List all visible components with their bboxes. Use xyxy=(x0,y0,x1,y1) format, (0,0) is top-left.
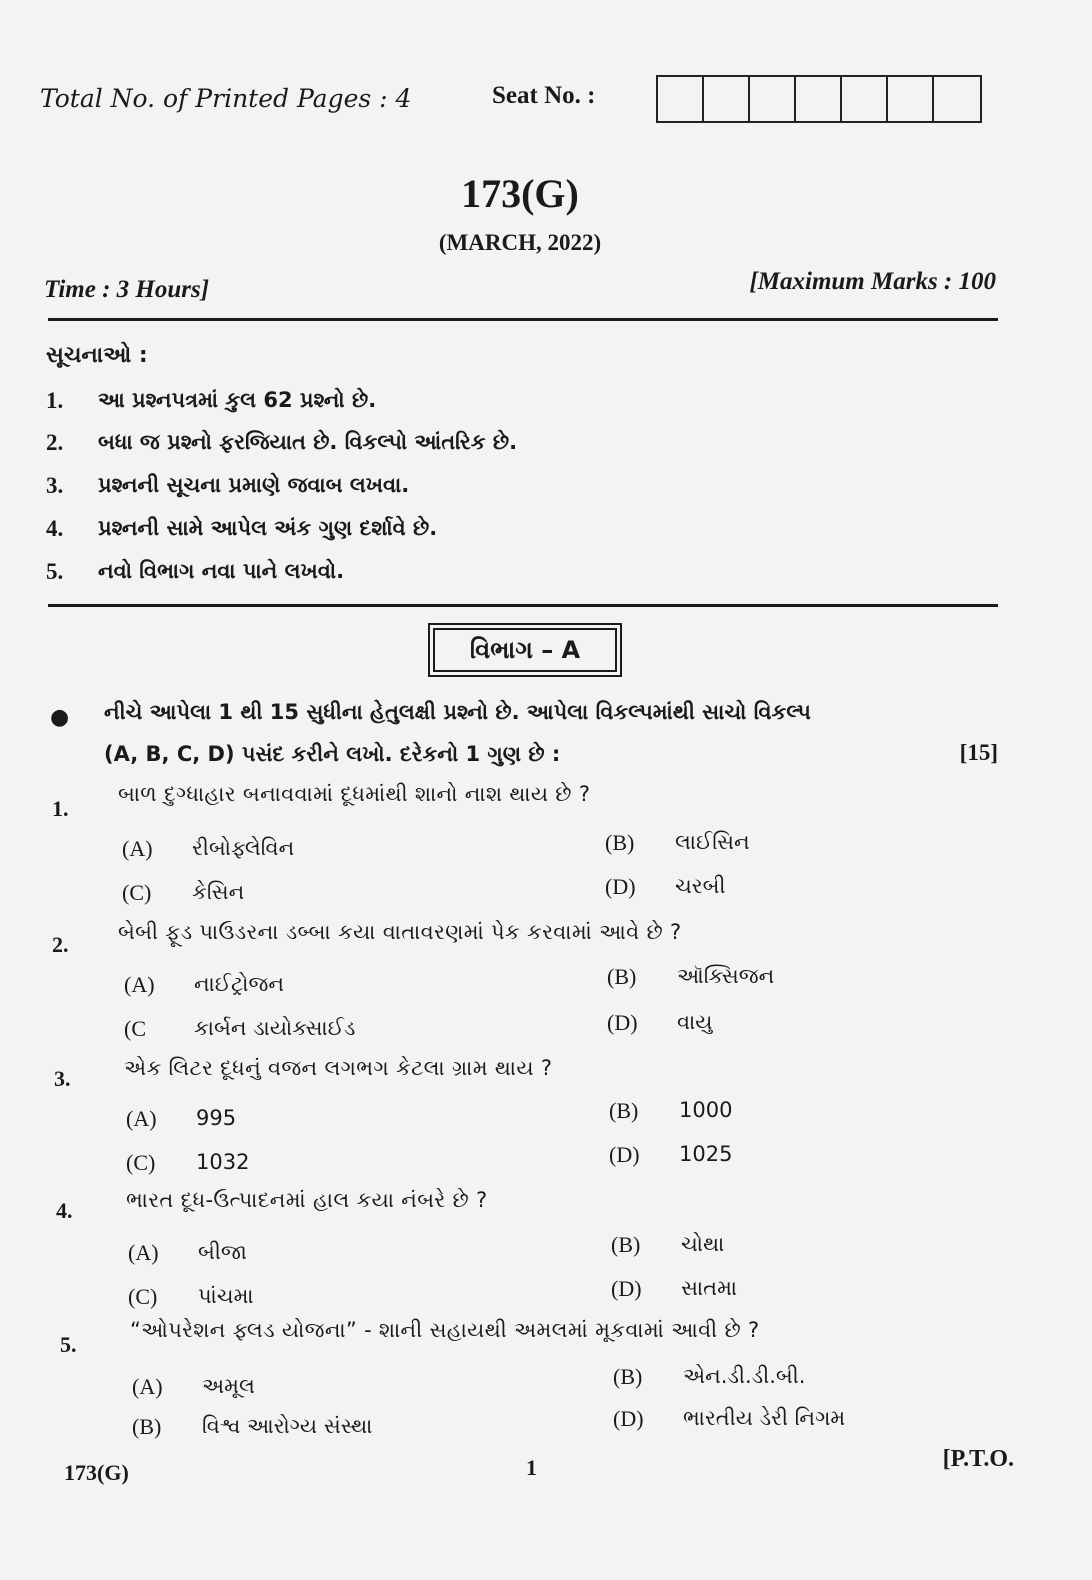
option-label: (B) xyxy=(611,1232,641,1257)
option-text: રીબોફ્લેવિન xyxy=(192,836,295,860)
instruction-item xyxy=(46,430,517,456)
time-allowed: Time : 3 Hours] xyxy=(44,276,210,303)
option-label: (D) xyxy=(609,1142,640,1167)
option-label: (D) xyxy=(607,1010,638,1035)
option-b xyxy=(613,1364,805,1390)
question-text: ભારત દૂધ-ઉત્પાદનમાં હાલ કયા નંબરે છે ? xyxy=(126,1188,488,1212)
option-a xyxy=(132,1374,255,1400)
option-c xyxy=(132,1414,372,1440)
exam-date: (MARCH, 2022) xyxy=(438,230,602,255)
instruction-item xyxy=(46,473,409,499)
option-c xyxy=(124,1016,355,1042)
instruction-number: 3. xyxy=(46,473,64,498)
section-marks: [15] xyxy=(959,740,998,765)
option-label: (A) xyxy=(132,1374,163,1399)
option-label: (C) xyxy=(122,880,152,905)
option-b xyxy=(605,830,750,856)
option-label: (C xyxy=(124,1016,146,1041)
option-a xyxy=(128,1240,247,1266)
option-text: ચોથા xyxy=(681,1232,725,1256)
instructions-heading: સૂચનાઓ : xyxy=(46,343,148,368)
instruction-text: પ્રશ્નની સૂચના પ્રમાણે જવાબ લખવા. xyxy=(98,473,410,497)
option-text: એન.ડી.ડી.બી. xyxy=(683,1364,806,1388)
option-d xyxy=(605,874,726,900)
option-text: બીજા xyxy=(198,1240,247,1264)
option-label: (B) xyxy=(613,1364,643,1389)
bullet-icon: ● xyxy=(50,705,70,730)
question-text: એક લિટર દૂધનું વજન લગભગ કેટલા ગ્રામ થાય ? xyxy=(124,1056,553,1080)
question-number: 1. xyxy=(52,796,69,821)
option-label: (D) xyxy=(605,874,636,899)
option-d xyxy=(611,1276,737,1302)
option-text: વાયુ xyxy=(677,1010,713,1034)
instruction-number: 5. xyxy=(46,559,64,584)
please-turn-over: [P.T.O. xyxy=(942,1446,1014,1472)
instruction-text: આ પ્રશ્નપત્રમાં કુલ 62 પ્રશ્નો છે. xyxy=(98,388,377,412)
option-text: અમૂલ xyxy=(202,1374,255,1398)
question-text: બાળ દુગ્ધાહાર બનાવવામાં દૂધમાંથી શાનો નાશ થાય છે ? xyxy=(118,782,591,806)
option-text: 995 xyxy=(196,1106,237,1130)
seat-digit-box[interactable] xyxy=(888,77,934,121)
option-text: ઑક્સિજન xyxy=(677,964,775,988)
option-label: (C) xyxy=(128,1284,158,1309)
option-a xyxy=(124,972,284,998)
option-label: (B) xyxy=(609,1098,639,1123)
option-text: 1032 xyxy=(196,1150,250,1174)
question-text: “ઓપરેશન ફ્લડ યોજના” - શાની સહાયથી અમલમાં મૂકવામાં આવી છે ? xyxy=(130,1318,760,1342)
option-label: (D) xyxy=(613,1406,644,1431)
section-intro-line1: નીચે આપેલા 1 થી 15 સુધીના હેતુલક્ષી પ્રશ્નો છે. આપેલા વિકલ્પમાંથી સાચો વિકલ્પ xyxy=(104,700,811,724)
option-text: નાઈટ્રોજન xyxy=(194,972,284,996)
option-label: (A) xyxy=(122,836,153,861)
section-intro-line2: (A, B, C, D) પસંદ કરીને લખો. દરેકનો 1 ગુણ છે : xyxy=(104,742,561,766)
option-text: વિશ્વ આરોગ્ય સંસ્થા xyxy=(202,1414,373,1438)
instruction-item xyxy=(46,516,437,542)
paper-code-title: 173(G) xyxy=(461,171,579,216)
header-divider xyxy=(48,318,998,321)
option-b xyxy=(611,1232,724,1258)
seat-number-label: Seat No. : xyxy=(492,82,596,109)
instruction-text: નવો વિભાગ નવા પાને લખવો. xyxy=(98,559,345,583)
instruction-text: પ્રશ્નની સામે આપેલ અંક ગુણ દર્શાવે છે. xyxy=(98,516,438,540)
footer-paper-code: 173(G) xyxy=(64,1460,129,1485)
option-label: (B) xyxy=(605,830,635,855)
option-text: કેસિન xyxy=(192,880,245,904)
option-c xyxy=(126,1150,249,1176)
instruction-number: 4. xyxy=(46,516,64,541)
printed-pages-label: Total No. of Printed Pages : 4 xyxy=(40,84,412,113)
instructions-divider xyxy=(48,604,998,607)
question-number: 4. xyxy=(56,1198,73,1223)
option-b xyxy=(609,1098,732,1124)
seat-number-boxes xyxy=(656,75,982,123)
seat-digit-box[interactable] xyxy=(934,77,980,121)
option-c xyxy=(122,880,244,906)
option-text: ચરબી xyxy=(675,874,726,898)
page-number: 1 xyxy=(526,1455,537,1480)
option-text: સાતમા xyxy=(681,1276,738,1300)
seat-digit-box[interactable] xyxy=(796,77,842,121)
maximum-marks: [Maximum Marks : 100 xyxy=(749,268,996,295)
option-d xyxy=(607,1010,712,1036)
option-a xyxy=(126,1106,236,1132)
instruction-text: બધા જ પ્રશ્નો ફરજિયાત છે. વિકલ્પો આંતરિક છે. xyxy=(98,430,518,454)
question-number: 2. xyxy=(52,932,69,957)
instruction-number: 1. xyxy=(46,388,64,413)
instruction-item xyxy=(46,559,344,585)
question-number: 5. xyxy=(60,1332,77,1357)
option-text: પાંચમા xyxy=(198,1284,254,1308)
instruction-number: 2. xyxy=(46,430,64,455)
question-number: 3. xyxy=(54,1066,71,1091)
section-title: વિભાગ – A xyxy=(433,628,617,672)
option-label: (B) xyxy=(132,1414,162,1439)
option-label: (C) xyxy=(126,1150,156,1175)
seat-digit-box[interactable] xyxy=(658,77,704,121)
option-d xyxy=(609,1142,732,1168)
option-label: (B) xyxy=(607,964,637,989)
option-label: (A) xyxy=(124,972,155,997)
option-text: 1000 xyxy=(679,1098,733,1122)
option-label: (A) xyxy=(128,1240,159,1265)
option-text: 1025 xyxy=(679,1142,733,1166)
option-d xyxy=(613,1406,845,1432)
seat-digit-box[interactable] xyxy=(704,77,750,121)
option-text: લાઈસિન xyxy=(675,830,750,854)
question-text: બેબી ફૂડ પાઉડરના ડબ્બા કયા વાતાવરણમાં પેક કરવામાં આવે છે ? xyxy=(118,920,682,944)
option-text: ભારતીય ડેરી નિગમ xyxy=(683,1406,846,1430)
seat-digit-box[interactable] xyxy=(842,77,888,121)
option-b xyxy=(607,964,774,990)
option-label: (A) xyxy=(126,1106,157,1131)
instruction-item xyxy=(46,388,376,414)
option-text: કાર્બન ડાયોક્સાઈડ xyxy=(194,1016,356,1040)
seat-digit-box[interactable] xyxy=(750,77,796,121)
option-label: (D) xyxy=(611,1276,642,1301)
option-c xyxy=(128,1284,254,1310)
option-a xyxy=(122,836,294,862)
